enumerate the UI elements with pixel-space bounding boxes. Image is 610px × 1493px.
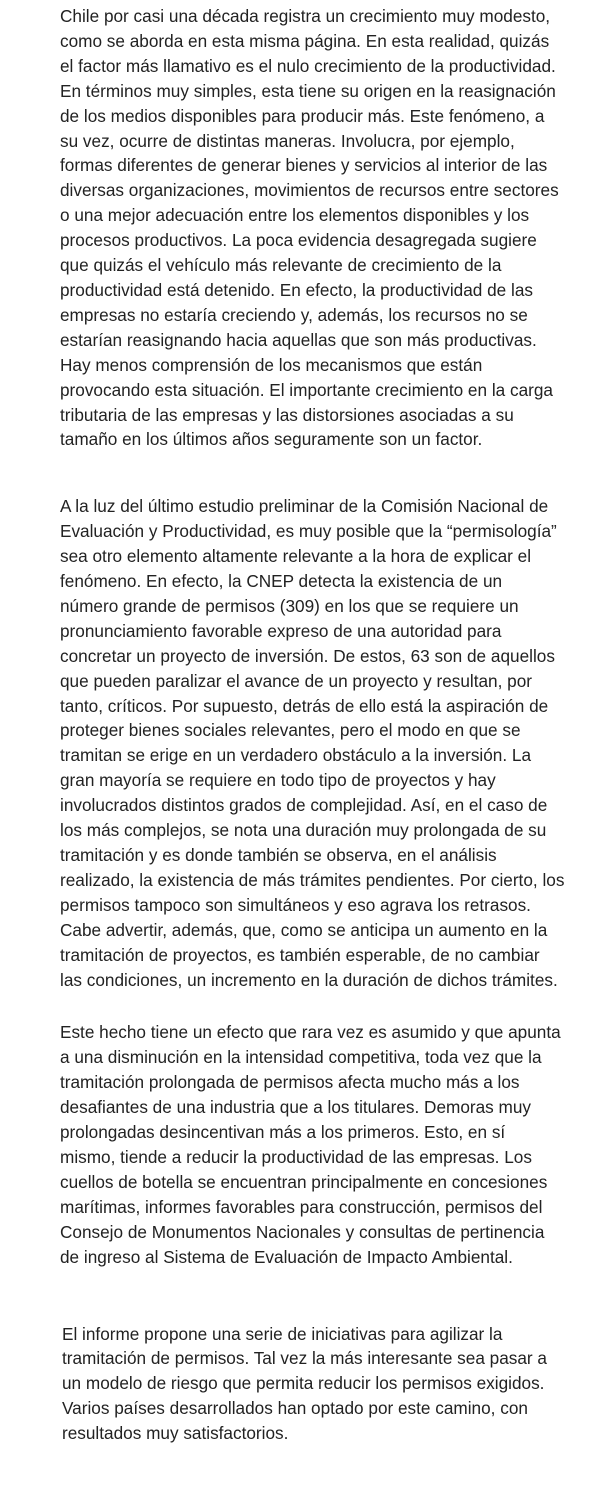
- article-body: [60, 4, 565, 1446]
- article-paragraph-3: Este hecho tiene un efecto que rara vez es asumido y que apunta a una disminución en la intensidad competitiva, toda vez que la tramitación prolongada de permisos afecta mucho más a los desafiantes de una industria que a los titulares. Demoras muy prolongadas desincentivan más a los primeros. Esto, en sí mismo, tiende a reducir la productividad de las empresas. Los cuellos de botella se encuentran principalmente en concesiones marítimas, informes favorables para construcción, permisos del Consejo de Monumentos Nacionales y consultas de pertinencia de ingreso al Sistema de Evaluación de Impacto Ambiental.: [60, 1022, 561, 1267]
- article-paragraph-4: El informe propone una serie de iniciativas para agilizar la tramitación de permisos. Tal vez la más interesante sea pasar a un modelo de riesgo que permita reducir los permisos exigidos. Varios países desarrollados han optado por este camino, con resultados muy satisfactorios.: [62, 1323, 547, 1444]
- article-paragraph-2: A la luz del último estudio preliminar de la Comisión Nacional de Evaluación y Productividad, es muy posible que la “permisología” sea otro elemento altamente relevante a la hora de explicar el fenómeno. En efecto, la CNEP detecta la existencia de un número grande de permisos (309) en los que se requiere un pronunciamiento favorable expreso de una autoridad para concretar un proyecto de inversión. De estos, 63 son de aquellos que pueden paralizar el avance de un proyecto y resultan, por tanto, críticos. Por supuesto, detrás de ello está la aspiración de proteger bienes sociales relevantes, pero el modo en que se tramitan se erige en un verdadero obstáculo a la inversión. La gran mayoría se requiere en todo tipo de proyectos y hay involucrados distintos grados de complejidad. Así, en el caso de los más complejos, se nota una duración muy prolongada de su tramitación y es donde también se observa, en el análisis realizado, la existencia de más trámites pendientes. Por cierto, los permisos tampoco son simultáneos y eso agrava los retrasos. Cabe advertir, además, que, como se anticipa un aumento en la tramitación de proyectos, es también esperable, de no cambiar las condiciones, un incremento en la duración de dichos trámites.: [60, 496, 565, 990]
- article-paragraph-1: Chile por casi una década registra un crecimiento muy modesto, como se aborda en esta misma página. En esta realidad, quizás el factor más llamativo es el nulo crecimiento de la productividad. En términos muy simples, esta tiene su origen en la reasignación de los medios disponibles para producir más. Este fenómeno, a su vez, ocurre de distintas maneras. Involucra, por ejemplo, formas diferentes de generar bienes y servicios al interior de las diversas organizaciones, movimientos de recursos entre sectores o una mejor adecuación entre los elementos disponibles y los procesos productivos. La poca evidencia desagregada sugiere que quizás el vehículo más relevante de crecimiento de la productividad está detenido. En efecto, la productividad de las empresas no estaría creciendo y, además, los recursos no se estarían reasignando hacia aquellas que son más productivas. Hay menos comprensión de los mecanismos que están provocando esta situación. El importante crecimiento en la carga tributaria de las empresas y las distorsiones asociadas a su tamaño en los últimos años seguramente son un factor.: [60, 6, 559, 450]
